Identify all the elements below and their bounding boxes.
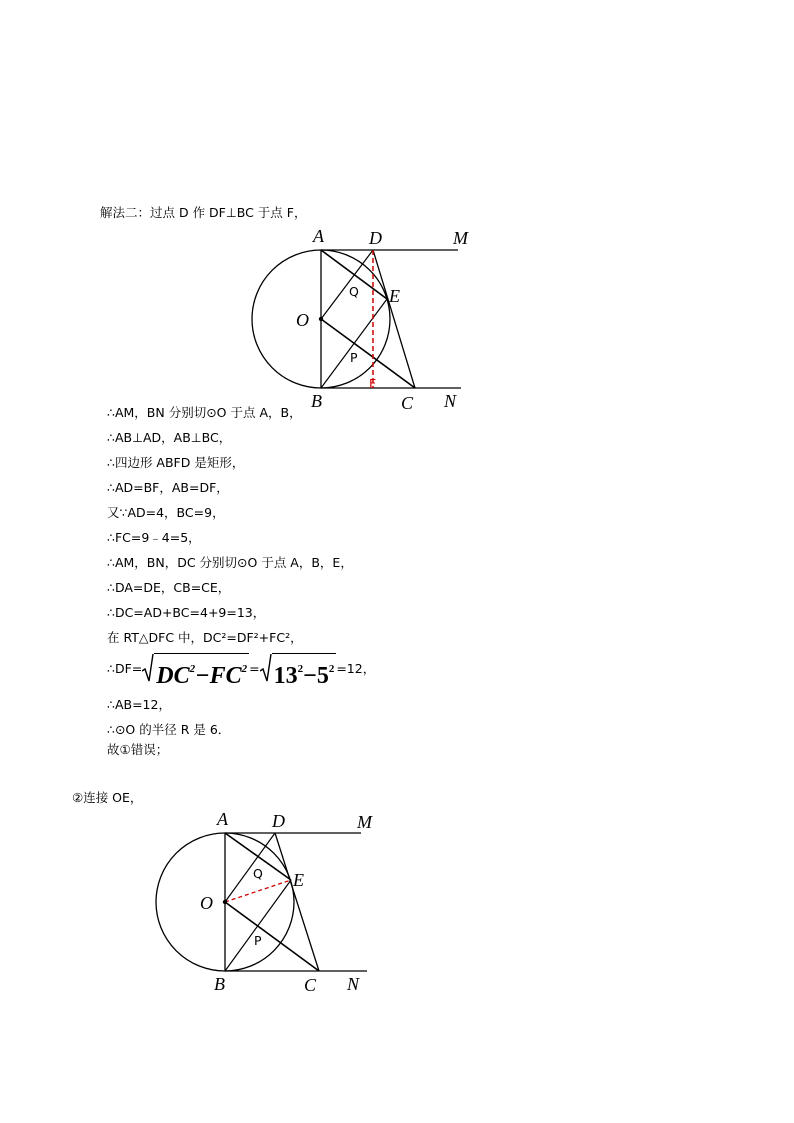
line-dc xyxy=(373,250,415,388)
radicand-2: $13^2-5^2$ xyxy=(272,653,337,683)
step-line: ∴AB=12， xyxy=(107,697,171,712)
formula-5: 5 xyxy=(316,663,329,689)
label-c: C xyxy=(401,393,414,413)
formula-13: 13 xyxy=(273,663,298,689)
label-e: E xyxy=(293,870,304,890)
step-line: ∴四边形 ABFD 是矩形， xyxy=(107,455,245,470)
label-e: E xyxy=(389,286,400,306)
line-oc xyxy=(321,319,415,388)
radical-1 xyxy=(142,653,249,689)
line-od xyxy=(321,250,373,319)
label-q: Q xyxy=(349,284,359,299)
label-o: O xyxy=(200,893,213,913)
df-formula xyxy=(107,651,376,689)
line-dc xyxy=(275,833,319,971)
label-b: B xyxy=(311,391,322,411)
formula-minus-2: − xyxy=(303,663,317,689)
label-d: D xyxy=(272,811,285,831)
step-line: ∴AM，BN，DC 分别切⊙O 于点 A，B，E， xyxy=(107,555,353,570)
label-a: A xyxy=(217,809,228,829)
label-n: N xyxy=(347,974,360,994)
formula-suffix: =12， xyxy=(336,661,376,676)
geometry-figure-1 xyxy=(240,222,480,414)
formula-minus: − xyxy=(195,663,210,689)
step-line: ∴DC=AD+BC=4+9=13， xyxy=(107,605,266,620)
label-m: M xyxy=(357,812,372,832)
line-be xyxy=(321,299,387,388)
label-b: B xyxy=(214,974,225,994)
label-c: C xyxy=(304,975,317,995)
formula-fc: FC xyxy=(209,663,242,689)
step-line: ∴DA=DE，CB=CE， xyxy=(107,580,231,595)
geometry-figure-2 xyxy=(150,808,390,998)
step-line: ∴AM，BN 分别切⊙O 于点 A，B， xyxy=(107,405,302,420)
label-q: Q xyxy=(253,866,263,881)
label-a: A xyxy=(313,226,324,246)
step-line: ∴AB⊥AD，AB⊥BC， xyxy=(107,430,232,445)
line-oc xyxy=(225,902,319,971)
step-line: 故①错误； xyxy=(107,742,169,757)
step-line: 在 RT△DFC 中，DC²=DF²+FC²， xyxy=(107,630,303,645)
line-od xyxy=(225,833,275,902)
center-point xyxy=(223,900,227,904)
radicand-1: $DC^2-FC^2$ xyxy=(154,653,249,683)
radical-2 xyxy=(260,653,337,689)
step-line: ∴FC=9﹣4=5， xyxy=(107,530,201,545)
step-line: ∴AD=BF，AB=DF， xyxy=(107,480,229,495)
part-two-heading: ②连接 OE， xyxy=(72,790,143,805)
center-point xyxy=(319,317,323,321)
label-d: D xyxy=(369,228,382,248)
label-n: N xyxy=(444,391,457,411)
label-m: M xyxy=(453,228,468,248)
step-line: ∴⊙O 的半径 R 是 6． xyxy=(107,722,231,737)
solution-intro: 解法二：过点 D 作 DF⊥BC 于点 F， xyxy=(100,205,307,220)
label-f: F xyxy=(369,376,377,391)
formula-prefix: ∴DF= xyxy=(107,660,143,676)
dashed-oe xyxy=(225,880,291,902)
label-p: P xyxy=(254,933,262,948)
label-p: P xyxy=(350,350,358,365)
line-be xyxy=(225,880,291,971)
formula-eq: = xyxy=(249,660,260,676)
formula-dc: DC xyxy=(156,663,190,689)
label-o: O xyxy=(296,310,309,330)
step-line: 又∵AD=4，BC=9， xyxy=(107,505,225,520)
